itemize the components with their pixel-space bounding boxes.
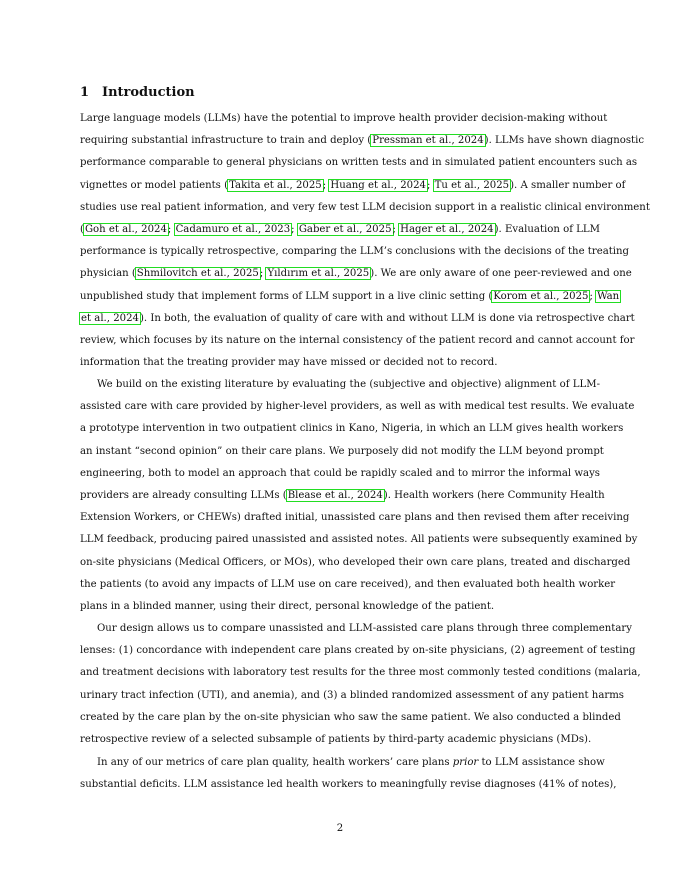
text-line xyxy=(80,665,641,681)
text-span: ). Evaluation of LLM xyxy=(494,224,600,235)
text-line xyxy=(80,444,604,460)
text-span: Large language models (LLMs) have the potential to improve health provider decision-making without xyxy=(80,113,608,124)
text-line xyxy=(80,710,621,726)
text-line xyxy=(80,643,636,659)
text-span: ). A smaller number of xyxy=(510,179,626,191)
text-span: urinary tract infection (UTI), and anemia), and (3) a blinded randomized assessment of any patient harms xyxy=(80,689,624,701)
text-span: ; xyxy=(426,179,434,191)
text-span: lenses: (1) concordance with independent care plans created by on-site physicians, (2) agreement of testing xyxy=(80,645,636,657)
text-span: engineering, both to model an approach that could be rapidly scaled and to mirror the informal ways xyxy=(80,467,600,479)
citation-link[interactable]: Wan xyxy=(597,290,620,302)
text-span: information that the treating provider may have missed or decided not to record. xyxy=(80,357,498,369)
text-line xyxy=(80,466,600,482)
citation-link[interactable]: Hager et al., 2024 xyxy=(400,224,494,235)
text-line xyxy=(80,155,638,171)
text-span: performance is typically retrospective, comparing the LLM’s conclusions with the decisions of the treating xyxy=(80,246,630,258)
citation-link[interactable]: Blease et al., 2024 xyxy=(287,490,383,501)
text-line xyxy=(80,355,600,371)
text-line xyxy=(80,555,631,571)
text-span: ; xyxy=(392,224,400,235)
text-span: on-site physicians (Medical Officers, or MOs), who developed their own care plans, treated and discharged xyxy=(80,556,631,568)
text-span: a prototype intervention in two outpatient clinics in Kano, Nigeria, in which an LLM gives health workers xyxy=(80,423,624,435)
citation-link[interactable]: Gaber et al., 2025 xyxy=(298,224,392,235)
section-number: 1 xyxy=(80,85,90,100)
text-line xyxy=(80,510,630,526)
text-span: performance comparable to general physicians on written tests and in simulated patient encounters such as xyxy=(80,157,638,169)
text-span: Extension Workers, or CHEWs) drafted initial, unassisted care plans and then revised them after receiving xyxy=(80,512,630,524)
text-line xyxy=(80,488,605,504)
text-line xyxy=(80,732,600,748)
text-line xyxy=(80,266,632,282)
citation-link[interactable]: Yıldırım et al., 2025 xyxy=(267,268,370,280)
text-span: plans in a blinded manner, using their direct, personal knowledge of the patient. xyxy=(80,601,495,612)
text-line xyxy=(80,599,600,615)
text-line xyxy=(80,222,600,238)
text-span: ; xyxy=(322,179,330,191)
text-span: physician ( xyxy=(80,268,136,280)
text-line xyxy=(80,311,635,327)
text-line xyxy=(80,421,624,437)
paper-page xyxy=(80,0,650,880)
text-span: created by the care plan by the on-site physician who saw the same patient. We also conducted a blinded xyxy=(80,711,621,723)
section-heading xyxy=(80,85,195,100)
text-line xyxy=(80,532,638,548)
text-span: providers are already consulting LLMs ( xyxy=(80,490,287,501)
citation-link[interactable]: Goh et al., 2024 xyxy=(84,224,167,235)
text-line xyxy=(80,755,605,771)
text-line xyxy=(80,111,608,127)
page-number: 2 xyxy=(336,823,344,834)
citation-link[interactable]: Huang et al., 2024 xyxy=(330,179,426,191)
text-span: retrospective review of a selected subsample of patients by third-party academic physicians (MDs). xyxy=(80,734,592,745)
text-span: LLM feedback, producing paired unassisted and assisted notes. All patients were subsequently examined by xyxy=(80,534,638,546)
text-span: studies use real patient information, and very few test LLM decision support in a realistic clinical environment xyxy=(80,201,650,213)
text-line xyxy=(80,333,635,349)
text-span: assisted care with care provided by higher-level providers, as well as with medical test results. We evaluate xyxy=(80,401,635,413)
citation-link[interactable]: Shmilovitch et al., 2025 xyxy=(136,268,259,280)
text-span: Our design allows us to compare unassisted and LLM-assisted care plans through three complementary xyxy=(97,623,632,634)
text-span: the patients (to avoid any impacts of LLM use on care received), and then evaluated both health worker xyxy=(80,578,616,590)
emphasis-text: prior xyxy=(452,757,479,768)
text-span: and treatment decisions with laboratory test results for the three most commonly tested conditions (malaria, xyxy=(80,667,641,679)
text-line xyxy=(80,688,624,704)
text-span: review, which focuses by its nature on the internal consistency of the patient record and cannot account for xyxy=(80,335,635,346)
text-span: ; xyxy=(167,224,175,235)
text-line xyxy=(80,178,626,194)
text-span: ). In both, the evaluation of quality of care with and without LLM is done via retrospective chart xyxy=(139,312,635,324)
text-span: ). LLMs have shown diagnostic xyxy=(484,135,645,147)
text-line xyxy=(80,621,632,637)
text-line xyxy=(80,133,645,149)
text-line xyxy=(80,399,635,415)
citation-link[interactable]: Takita et al., 2025 xyxy=(229,179,322,191)
text-line xyxy=(80,244,630,260)
text-span: unpublished study that implement forms of LLM support in a live clinic setting ( xyxy=(80,290,493,302)
text-line xyxy=(80,377,600,393)
text-span: In any of our metrics of care plan quality, health workers’ care plans xyxy=(97,757,453,768)
section-title: Introduction xyxy=(102,85,195,100)
text-span: ; xyxy=(259,268,267,280)
text-span: ; xyxy=(589,290,597,302)
citation-link[interactable]: et al., 2024 xyxy=(81,312,139,324)
text-span: vignettes or model patients ( xyxy=(80,179,229,191)
text-span: ). Health workers (here Community Health xyxy=(383,490,605,501)
text-span: requiring substantial infrastructure to train and deploy ( xyxy=(80,135,372,147)
text-line xyxy=(80,577,616,593)
text-span: ( xyxy=(80,224,84,235)
text-span: substantial deficits. LLM assistance led health workers to meaningfully revise diagnoses (41% of notes), xyxy=(80,779,617,791)
text-line xyxy=(80,777,617,793)
citation-link[interactable]: Korom et al., 2025 xyxy=(493,290,589,302)
text-span: to LLM assistance show xyxy=(478,757,605,768)
text-line xyxy=(80,289,620,305)
citation-link[interactable]: Tu et al., 2025 xyxy=(434,179,510,191)
text-span: an instant “second opinion” on their care plans. We purposely did not modify the LLM beyond prompt xyxy=(80,445,604,457)
text-line xyxy=(80,200,650,216)
text-span: We build on the existing literature by evaluating the (subjective and objective) alignment of LLM- xyxy=(97,379,600,390)
text-span: ). We are only aware of one peer-reviewed and one xyxy=(370,268,632,280)
citation-link[interactable]: Cadamuro et al., 2023 xyxy=(175,224,291,235)
text-span: ; xyxy=(291,224,298,235)
citation-link[interactable]: Pressman et al., 2024 xyxy=(372,135,484,147)
